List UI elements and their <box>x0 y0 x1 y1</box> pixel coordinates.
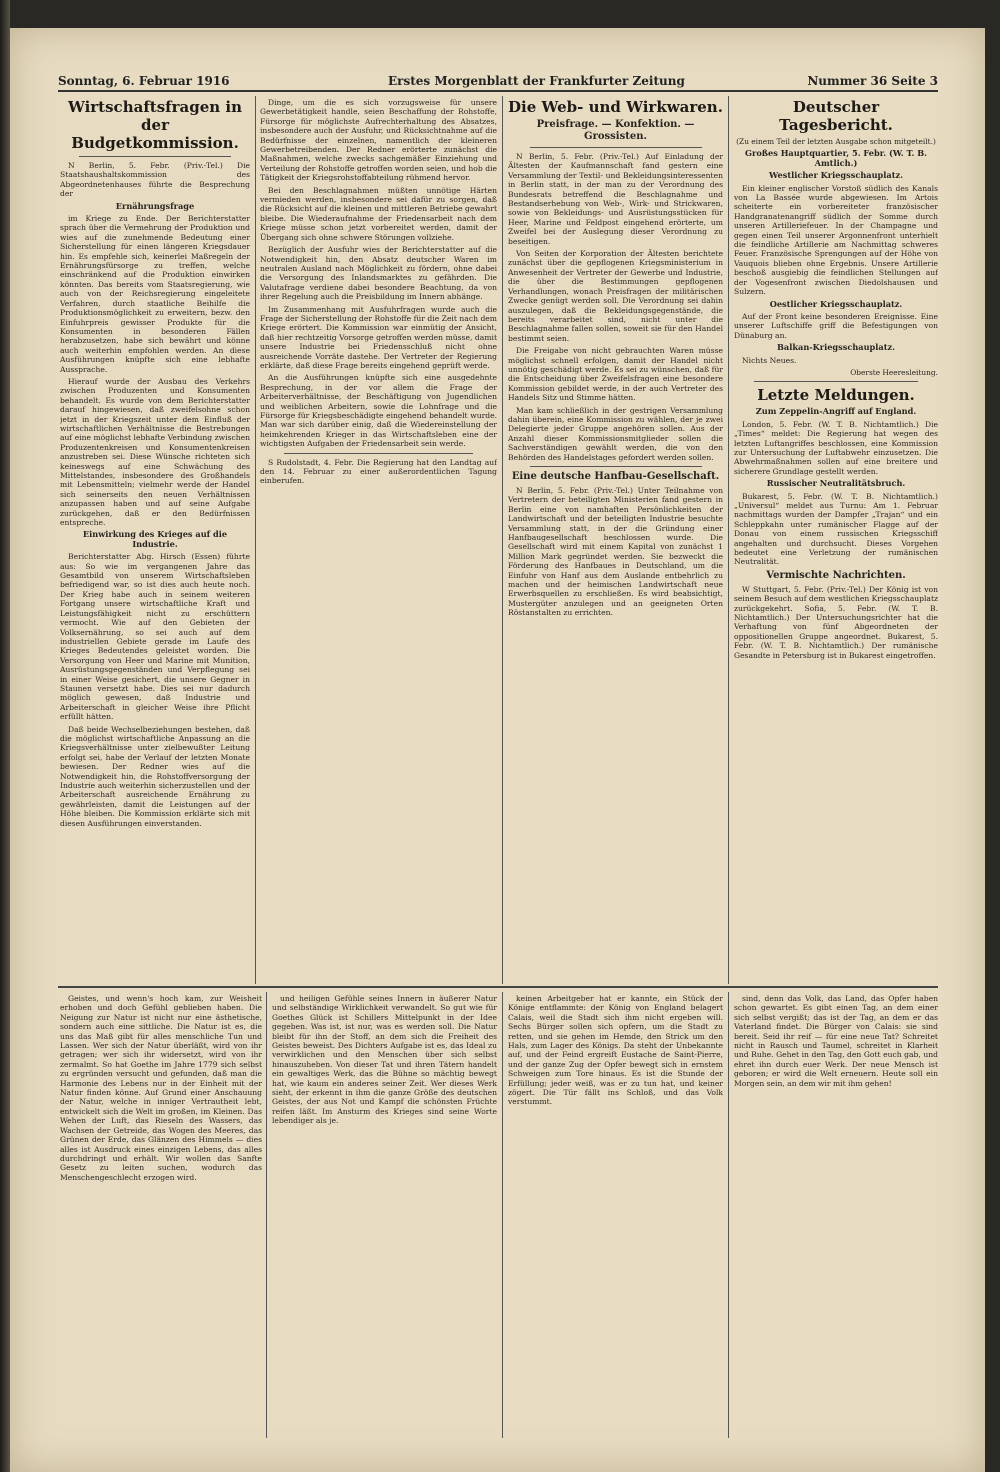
feuilleton-paragraph: Geistes, und wenn's hoch kam, zur Weisheit erhoben und doch Gefühl geblieben haben. Die Neigung zur Natur ist nicht nur eine ästhetische, sondern auch eine sittliche. Die Natur ist es, die uns das Maß gibt für alles menschliche Tun und Lassen. Wer sich der Natur überläßt, wird von ihr getragen; wer sich ihr widersetzt, wird von ihr zermalmt. So hat Goethe im Jahre 1779 sich selbst zu ergründen versucht und gefunden, daß man die Harmonie des Lebens nur in der Einheit mit der Natur finden könne. Auf Grund einer Anschauung der Natur, welche in inniger Vertrautheit lebt, entwickelt sich die Welt im großen, im Kleinen. Das Wehen der Luft, das Rieseln des Wassers, das Wachsen der Getreide, das Wogen des Meeres, das Grünen der Erde, das Glänzen des Himmels — dies alles ist Ausdruck eines einzigen Lebens, das alles durchdringt und erhält. Wir wollen das Sanfte Gesetz zu leiten suchen, wodurch das Menschengeschlecht erzogen wird. <box>60 994 262 1182</box>
feuilleton-column <box>272 994 497 1434</box>
article-headline: Die Web- und Wirkwaren. <box>508 98 723 116</box>
short-notice: S Rudolstadt, 4. Febr. Die Regierung hat den Landtag auf den 14. Februar zu einer außerordentlichen Tagung einberufen. <box>260 457 497 486</box>
column-continuation <box>260 98 497 982</box>
article-paragraph: Bezüglich der Ausfuhr wies der Berichterstatter auf die Notwendigkeit hin, den Absatz deutscher Waren im neutralen Ausland nach Möglichkeit zu fördern, ohne dabei die Versorgung des Inlandsmarktes zu gefährden. Die Valutafrage verdiene dabei besondere Beachtung, da von ihrer Regelung auch die Preisbildung im Innern abhänge. <box>260 245 497 302</box>
feuilleton-paragraph: sind, denn das Volk, das Land, das Opfer haben schon gewartet. Es gibt einen Tag, an dem einer sich selbst vergißt; das ist der Tag, an dem er das Vaterland findet. Die Bürger von Calais: sie sind bereit. Seid ihr reif — für eine neue Tat? Schreitet nicht in Rausch und Taumel, schreitet in Klarheit und Ruhe. Gehet in den Tag, den Gott euch gab, und ehret ihn durch euer Werk. Der neue Mensch ist geboren; er wird die Welt erneuern. Heute soll ein Morgen sein, an dem wir mit ihm gehen! <box>734 994 938 1088</box>
article-paragraph: Bukarest, 5. Febr. (W. T. B. Nichtamtlich.) „Universul“ meldet aus Turnu: Am 1. Februar nachmittags wurden der Dampfer „Trajan“ und ein Schleppkahn unter rumänischer Flagge auf der Donau von einem russischen Kriegsschiff angehalten und durchsucht. Dieses Vorgehen bedeutet eine Verletzung der rumänischen Neutralität. <box>734 491 938 567</box>
section-heading: Zum Zeppelin-Angriff auf England. <box>755 406 917 417</box>
feuilleton-paragraph: und heiligen Gefühle seines Innern in äußerer Natur und selbständige Wirklichkeit verwandelt. So gut wie für Goethes Glück ist Schillers Mittelpunkt in der Idee gegeben. Was ist, ist nur, was es werden soll. Die Natur bleibt für ihn der Stoff, an dem sich die Freiheit des Geistes beweist. Des Dichters Aufgabe ist es, das Ideal zu verwirklichen und den Menschen über sich selbst hinauszuheben. Von dieser Tat und ihren Tätern handelt ein gewaltiges Werk, das die Bühne so mächtig bewegt hat, wie kaum ein anderes seiner Zeit. Wer dieses Werk sieht, der erkennt in ihm die ganze Größe des deutschen Geistes, der aus Not und Kampf die schönsten Früchte reifen läßt. Im Ansturm des Krieges sind seine Worte lebendiger als je. <box>272 994 497 1126</box>
article-paragraph: Berichterstatter Abg. Hirsch (Essen) führte aus: So wie im vergangenen Jahre das Gesamtbild von unserem Wirtschaftsleben befriedigend war, so ist dies auch heute noch. Der Krieg habe auch in seinem weiteren Fortgang unsere wirtschaftliche Kraft und Leistungsfähigkeit nicht zu erschüttern vermocht. Wie auf den Gebieten der Volksernährung, so sei auch auf dem industriellen Gebiete gerade im Laufe des Krieges Bedeutendes geleistet worden. Die Versorgung von Heer und Marine mit Munition, Ausrüstungsgegenständen und Verpflegung sei in einer Weise gesichert, die unsere Gegner in Staunen versetzt habe. Dies sei nur dadurch möglich gewesen, daß Industrie und Arbeiterschaft in gleicher Weise ihre Pflicht erfüllt hätten. <box>60 552 250 722</box>
column-rule <box>728 992 729 1438</box>
article-note: (Zu einem Teil der letzten Ausgabe schon mitgeteilt.) <box>736 137 936 146</box>
column-webwaren <box>508 98 723 982</box>
article-paragraph: Man kam schließlich in der gestrigen Versammlung dahin überein, eine Kommission zu wählen, der je zwei Delegierte jeder Gruppe angehören sollen. Aus der Anzahl dieser Kommissionsmitglieder sollen die Sachverständigen gewählt werden, die von den Behörden des Handelstages gefordert werden sollen. <box>508 405 723 462</box>
header-page-number: Nummer 36 Seite 3 <box>807 74 938 88</box>
article-paragraph: Hierauf wurde der Ausbau des Verkehrs zwischen Produzenten und Konsumenten behandelt. Es wurde von dem Berichterstatter darauf hingewiesen, daß zweifelsohne schon jetzt in der Kriegszeit unter dem Einfluß der wirtschaftlichen Verhältnisse die Bestrebungen auf eine möglichst lebhafte Verbindung zwischen Produzentenkreisen und Konsumentenkreisen anzustreben sei. Diese Wünsche richteten sich keineswegs auf eine Schwächung des Mittelstandes, insbesondere des Großhandels mit Lebensmitteln; vielmehr werde der Handel sich seinerseits den neuen Verhältnissen anzupassen haben und auf seine Aufgabe zurückgehen, daß er den Bedürfnissen entspreche. <box>60 376 250 528</box>
article-subheadline: Preisfrage. — Konfektion. — Grossisten. <box>536 119 695 142</box>
column-wirtschaftsfragen <box>60 98 250 982</box>
column-rule <box>255 96 256 984</box>
article-headline: Wirtschaftsfragen in der Budgetkommission. <box>68 98 242 152</box>
article-headline: Letzte Meldungen. <box>757 386 915 405</box>
header-paper-name: Erstes Morgenblatt der Frankfurter Zeitung <box>388 74 685 88</box>
column-rule <box>728 96 729 984</box>
article-paragraph: Im Zusammenhang mit Ausfuhrfragen wurde auch die Frage der Sicherstellung der Rohstoffe für die Zeit nach dem Kriege erörtert. Die Kommission war einmütig der Ansicht, daß hier rechtzeitig Vorsorge getroffen werden müsse, damit unsere Industrie bei Friedensschluß nicht ohne ausreichende Vorräte dastehe. Der Vertreter der Regierung erklärte, daß diese Frage bereits eingehend geprüft werde. <box>260 304 497 370</box>
section-heading: Russischer Neutralitätsbruch. <box>766 478 906 489</box>
section-heading: Balkan-Kriegsschauplatz. <box>777 342 895 353</box>
article-paragraph: N Berlin, 5. Febr. (Priv.-Tel.) Auf Einladung der Ältesten der Kaufmannschaft fand gestern eine Versammlung der Textil- und Bekleidungsinteressenten in Berlin statt, in der man zu der Verordnung des Bundesrats betreffend die Beschlagnahme und Bestandserhebung von Web-, Wirk- und Strickwaren, sowie von Bekleidungs- und Ausrüstungsstücken für Heer, Marine und Feldpost eingehend erörterte, um Zweifel bei der Auslegung dieser Verordnung zu beseitigen. <box>508 152 723 246</box>
feuilleton-column <box>734 994 938 1434</box>
article-paragraph: Auf der Front keine besonderen Ereignisse. Eine unserer Luftschiffe griff die Befestigungen von Dünaburg an. <box>734 311 938 340</box>
column-rule <box>266 992 267 1438</box>
article-paragraph: Die Freigabe von nicht gebrauchten Waren müsse möglichst schnell erfolgen, damit der Handel nicht unnötig geschädigt werde. Es sei zu wünschen, daß für die Entscheidung über Zweifelsfragen eine besondere Kommission gebildet werde, in der auch Vertreter des Handels Sitz und Stimme hätten. <box>508 346 723 403</box>
article-paragraph: Bei den Beschlagnahmen müßten unnötige Härten vermieden werden, insbesondere sei dafür zu sorgen, daß die Rücksicht auf die kleinen und mittleren Betriebe gewahrt bleibe. Die Wiederaufnahme der Friedensarbeit nach dem Kriege müsse schon jetzt vorbereitet werden, damit der Übergang sich ohne schwere Störungen vollziehe. <box>260 185 497 242</box>
article-paragraph: W Stuttgart, 5. Febr. (Priv.-Tel.) Der König ist von seinem Besuch auf dem westlichen Kriegsschauplatz zurückgekehrt. Sofia, 5. Febr. (W. T. B. Nichtamtlich.) Der Untersuchungsrichter hat die Verhaftung von fünf Abgeordneten der oppositionellen Gruppe angeordnet. Bukarest, 5. Febr. (W. T. B. Nichtamtlich.) Der rumänische Gesandte in Petersburg ist in Bukarest eingetroffen. <box>734 584 938 660</box>
section-heading: Oestlicher Kriegsschauplatz. <box>769 298 903 309</box>
section-heading: Vermischte Nachrichten. <box>766 569 906 581</box>
column-tagesbericht <box>734 98 938 982</box>
column-rule <box>502 992 503 1438</box>
article-paragraph: Daß beide Wechselbeziehungen bestehen, daß die möglichst wirtschaftliche Anpassung an die Kriegsverhältnisse unter zielbewußter Leitung erfolgt sei, habe der Verlauf der letzten Monate bewiesen. Der Redner wies auf die Notwendigkeit hin, die Rohstoffversorgung der Industrie auch weiterhin sicherzustellen und der Arbeiterschaft ausreichende Ernährung zu gewährleisten, damit die Leistungen auf der Höhe bleiben. Die Kommission erklärte sich mit diesen Ausführungen einverstanden. <box>60 724 250 828</box>
dateline: Großes Hauptquartier, 5. Febr. (W. T. B. Amtlich.) <box>745 148 927 168</box>
binding-shadow <box>0 0 10 1472</box>
feuilleton-column <box>508 994 723 1434</box>
article-paragraph: Ein kleiner englischer Vorstoß südlich des Kanals von La Bassée wurde abgewiesen. Im Artois scheiterte ein vorbereiteter französischer Handgranatenangriff südlich der Somme durch unseren Artilleriefeuer. In der Champagne und gegen einen Teil unserer Argonnenfront unterhielt die feindliche Artillerie am Nachmittag schweres Feuer. Französische Sprengungen auf der Höhe von Vauquois blieben ohne Ergebnis. Unsere Artillerie beschoß ausgiebig die feindlichen Stellungen auf der Vogesenfront zwischen Diedolshausen und Sulzern. <box>734 183 938 297</box>
feuilleton-divider <box>58 986 938 988</box>
column-rule <box>502 96 503 984</box>
article-paragraph: N Berlin, 5. Febr. (Priv.-Tel.) Unter Teilnahme von Vertretern der beteiligten Ministerien fand gestern in Berlin eine von namhaften Persönlichkeiten der Landwirtschaft und der beteiligten Industrie besuchte Versammlung statt, in der die Gründung einer Hanfbaugesellschaft beschlossen wurde. Die Gesellschaft wird mit einem Kapital von zunächst 1 Million Mark gegründet werden. Sie bezweckt die Förderung des Hanfbaues in Deutschland, um die Einfuhr von Hanf aus dem Auslande entbehrlich zu machen und der heimischen Landwirtschaft neue Erwerbsquellen zu erschließen. Es wird beabsichtigt, Mustergüter anzulegen und an geeigneten Orten Röstanstalten zu errichten. <box>508 486 723 618</box>
article-paragraph: London, 5. Febr. (W. T. B. Nichtamtlich.) Die „Times“ meldet: Die Regierung hat wegen des letzten Luftangriffes beschlossen, eine Kommission zur Untersuchung der Luftabwehr einzusetzen. Die Abwehrmaßnahmen sollen auf eine breitere und sicherere Grundlage gestellt werden. <box>734 419 938 476</box>
signature: Oberste Heeresleitung. <box>850 367 938 377</box>
article-paragraph: Dinge, um die es sich vorzugsweise für unsere Gewerbetätigkeit handle, seien Beschaffung der Rohstoffe, Fürsorge für möglichste Aufrechterhaltung des Absatzes, insbesondere auch der Ausfuhr, und Rücksichtnahme auf die Bedürfnisse der einzelnen, namentlich der kleineren Gewerbetreibenden. Der Redner erörterte zunächst die Maßnahmen, welche zwecks sachgemäßer Einziehung und Verteilung der Rohstoffe getroffen worden seien, und hob die Tätigkeit der Kriegsrohstoffabteilung rühmend hervor. <box>260 98 497 183</box>
section-heading: Ernährungsfrage <box>115 200 195 211</box>
feuilleton-column <box>60 994 262 1434</box>
article-headline: Eine deutsche Hanfbau-Gesellschaft. <box>511 471 720 482</box>
article-paragraph: im Kriege zu Ende. Der Berichterstatter sprach über die Vermehrung der Produktion und wies auf die zunehmende Bedeutung einer Sicherstellung für einen längeren Kriegsdauer hin. Es empfehle sich, keinerlei Maßregeln der Ernährungsfürsorge zu treffen, welche einschränkend auf die Produktion einwirken könnten. Das bereits vom Staatsregierung, wie auch von der Reichsregierung eingeleitete Verfahren, durch staatliche Beihilfe die Produktionsmöglichkeit zu erweitern, bezw. den Einfuhrpreis gewisser Produkte für die Konsumenten in besonderen Fällen herabzusetzen, habe sich bewährt und könne auch weiterhin empfohlen werden. An diese Ausführungen knüpfte sich eine lebhafte Aussprache. <box>60 214 250 374</box>
page-header <box>58 72 938 92</box>
article-paragraph: Von Seiten der Korporation der Ältesten berichtete zunächst über die gepflogenen Kriegsministerium in Anwesenheit der Vertreter der Gewerbe und Industrie, die über die Bestimmungen gepflogenen Verhandlungen, wonach Preisfragen der militärischen Zwecke genügt werden soll. Die Verordnung sei dahin auszulegen, daß die Bekleidungsgegenstände, die bereits verarbeitet sind, nicht unter die Beschlagnahme fallen sollen, soweit sie für den Handel bestimmt seien. <box>508 249 723 343</box>
feuilleton-paragraph: keinen Arbeitgeber hat er kannte, ein Stück der Könige entflammte: der König von England belagert Calais, weil die Stadt sich ihm nicht ergeben will. Sechs Bürger sollen sich opfern, um die Stadt zu retten, und sie gehen im Hemde, den Strick um den Hals, zum Lager des Königs. Da steht der Unbekannte auf, und der Feind ergreift Eustache de Saint-Pierre, und der ganze Zug der Opfer bewegt sich in ernstem Schweigen zum Tore hinaus. Es ist die Stunde der Erfüllung; jeder weiß, was er zu tun hat, und keiner zögert. Die Tür fällt ins Schloß, und das Volk verstummt. <box>508 994 723 1107</box>
section-heading: Einwirkung des Krieges auf die Industrie. <box>82 529 228 549</box>
article-headline: Deutscher Tagesbericht. <box>779 98 893 134</box>
section-heading: Westlicher Kriegsschauplatz. <box>769 170 903 181</box>
article-paragraph: Nichts Neues. <box>742 355 797 365</box>
article-paragraph: An die Ausführungen knüpfte sich eine ausgedehnte Besprechung, in der vor allem die Frage der Arbeiterverhältnisse, der Beschäftigung von Jugendlichen und weiblichen Arbeitern, sowie die Lohnfrage und die Fürsorge für Kriegsbeschädigte eingehend behandelt wurde. Man war sich darüber einig, daß die Wiedereinstellung der heimkehrenden Krieger in das Wirtschaftsleben eine der wichtigsten Aufgaben der Friedensarbeit sein werde. <box>260 373 497 449</box>
header-date: Sonntag, 6. Februar 1916 <box>58 74 230 88</box>
article-lead: N Berlin, 5. Febr. (Priv.-Tel.) Die Staatshaushaltskommission des Abgeordnetenhauses führte die Besprechung der <box>60 161 250 199</box>
